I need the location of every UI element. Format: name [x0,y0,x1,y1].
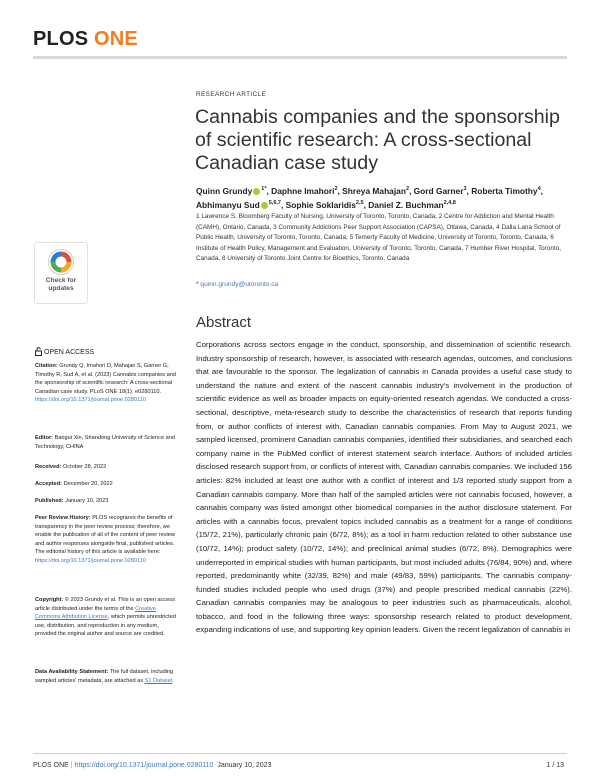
peer-review-link[interactable]: https://doi.org/10.1371/journal.pone.0280110 [35,557,146,564]
logo-one: ONE [94,28,138,50]
citation-block [35,362,180,405]
footer-journal: PLOS ONE [33,762,69,769]
copyright-text: © 2023 Grundy et al. This is an open access article distributed under the terms of the [35,597,175,612]
open-access-label: OPEN ACCESS [44,349,95,356]
editor-label: Editor: [35,435,54,441]
peer-review-label: Peer Review History: [35,515,91,521]
page-number: 1 / 13 [546,762,564,769]
received-block [35,463,180,472]
footer-separator: | [70,762,73,769]
page-footer [33,762,271,769]
corresponding-email-link[interactable]: quinn.grundy@utoronto.ca [200,281,279,288]
copyright-label: Copyright: [35,597,64,603]
author-affiliation-marker: 2,4,8 [443,200,456,207]
author-list: Quinn Grundy $^{1*}$, Daphne Imahori$^2$, Shreya Mahajan$^2$, Gord Garner$^3$, Roberta Timothy$^4$, Abhimanyu Sud $^{5,6,7}$, Sophie Soklaridis$^{2,5}$, Daniel Z. Buchman$^{2,4,8}$ [196,185,543,211]
corresponding-marker: * [196,281,199,288]
editor-block [35,434,180,451]
data-availability-end: . [172,677,174,684]
check-updates-label: Check for updates [45,277,77,292]
affiliations: 1 Lawrence S. Bloomberg Faculty of Nursing, University of Toronto, Toronto, Canada, 2 Centre for Addiction and Mental Health (CAMH), Ontario, Canada, 3 Community Addictions Peer Support Association (CAPSA), Ottawa, Canada, 4 Dalla Lana School of Public Health, University of Toronto, Toronto, Canada, 5 Temerty Faculty of Medicine, University of Toronto, Toronto, Canada, 6 Institute of Health Policy, Management and Evaluation, University of Toronto, Toronto, Canada, 7 Humber River Hospital, Toronto, Canada, 8 University of Toronto Joint Centre for Bioethics, Toronto, Canada [196,213,562,263]
open-access-indicator [35,347,94,356]
dataset-link[interactable]: S1 Dataset [144,677,173,684]
citation-doi-link[interactable]: https://doi.org/10.1371/journal.pone.0280110 [35,397,146,404]
received-label: Received: [35,464,62,470]
footer-divider [33,753,567,754]
author-name: Quinn Grundy [196,185,253,196]
data-availability-block [35,668,180,685]
author-affiliation-marker: 5,6,7 [268,200,281,207]
accepted-date: December 20, 2022 [63,481,113,487]
open-lock-icon [35,347,42,356]
author-name: Sophie Soklaridis [285,200,356,211]
citation-text: Grundy Q, Imahori D, Mahajan S, Garner G, Timothy R, Sud A, et al. (2023) Cannabis companies and the sponsorship of scientific research: A cross-sectional Canadian case study. PLoS ONE 18(1): e0280110. [35,363,176,395]
author-affiliation-marker: 2 [405,186,410,192]
published-date: January 10, 2023 [65,498,109,504]
copyright-text-cont: , which permits unrestricted use, distribution, and reproduction in any medium, provided the original author and source are credited. [35,614,176,638]
corresponding-email-line [196,281,278,288]
abstract-text: Corporations across sectors engage in the conduct, sponsorship, and dissemination of scientific research. Industry sponsorship of research, however, is associated with research agendas, outcomes, and conclusions that are favourable to the sponsor. The legalization of cannabis in Canada provides a useful case study to understand the nature and extent of the nascent cannabis industry's involvement in the production of scientific evidence as well as broader impacts on equity-oriented research agendas. We conducted a cross-sectional, descriptive, meta-research study to describe the characteristics of research that reports funding from, or author conflicts of interest with, Canadian cannabis companies. From May to August 2021, we sampled licensed, prominent Canadian cannabis companies, identified their subsidiaries, and searched each company name in the PubMed conflict of interest statement search interface. Authors of included articles disclosed research support from, or conflicts of interest with, Canadian cannabis companies. We included 156 articles: 82% included at least one author with a conflict of interest and 1/3 reported study support from a Canadian cannabis company. More than half of the sampled articles were not cannabis focused, however, a cannabis company was listed amongst other biomedical companies in the author disclosure statement. For articles with a cannabis focus, prevalent topics included cannabis as a treatment for a range of conditions (15/72, 21%), particularly chronic pain (6/72, 8%); as a tool in harm reduction related to other substance use (10/72, 14%); product safety (10/72, 14%); and preclinical animal studies (6/72, 8%). Demographics were underreported in empirical studies with human participants, but most included adults (76/84, 90%) and, where reported, predominantly white (32/39, 82%) and male (49/83, 59%) participants. The cannabis company-funded studies included people who used drugs (37%) and people prescribed medical cannabis (22%). Canadian cannabis companies may be analogous to peer industries such as pharmaceuticals, alcohol, tobacco, and food in the following three ways: sponsorship research related to product development, expanding indications of use, and supporting key opinion leaders. Given the recent legalization of cannabis in [196,340,572,635]
citation-label: Citation: [35,363,58,369]
published-label: Published: [35,498,64,504]
data-availability-label: Data Availability Statement: [35,669,109,675]
author-affiliation-marker: 1 [261,186,265,192]
copyright-block [35,596,180,639]
author-name: Abhimanyu Sud [196,200,260,211]
abstract-heading: Abstract [196,314,252,331]
check-updates-icon [47,248,75,276]
author-name: Shreya Mahajan [342,185,406,196]
license-link[interactable]: Creative Commons Attribution License [35,605,156,621]
author-name: Roberta Timothy [471,185,538,196]
peer-review-text: PLOS recognizes the benefits of transparency in the peer review process; therefore, we enable the publication of all of the content of peer review and author responses alongside final, published articles. The editorial history of this article is available here: [35,515,175,556]
orcid-icon[interactable] [261,202,268,209]
check-for-updates-badge[interactable] [34,242,88,304]
corresponding-author-marker: * [264,186,267,192]
logo-plos: PLOS [33,28,89,50]
footer-date: January 10, 2023 [217,762,272,769]
footer-doi-link[interactable]: https://doi.org/10.1371/journal.pone.0280110 [74,762,214,769]
author-name: Gord Garner [413,185,464,196]
data-availability-text: The full dataset, including sampled articles' metadata, are attached as [35,669,174,684]
peer-review-block [35,514,180,566]
article-type: RESEARCH ARTICLE [196,91,267,98]
received-date: October 28, 2022 [63,464,107,470]
article-title: Cannabis companies and the sponsorship of scientific research: A cross-sectional Canadian case study [195,106,560,174]
accepted-label: Accepted: [35,481,63,487]
accepted-block [35,480,180,489]
author-affiliation-marker: 3 [463,186,467,192]
author-affiliation-marker: 4 [537,186,541,192]
published-block [35,497,180,506]
header-divider [33,56,567,59]
orcid-icon[interactable] [253,188,260,195]
author-affiliation-marker: 2 [334,186,338,192]
editor-text: Baogui Xin, Shandong University of Science and Technology, CHINA [35,435,175,450]
author-name: Daphne Imahori [271,185,335,196]
journal-logo[interactable] [33,28,138,51]
author-affiliation-marker: 2,5 [355,200,364,207]
author-name: Daniel Z. Buchman [368,200,444,211]
